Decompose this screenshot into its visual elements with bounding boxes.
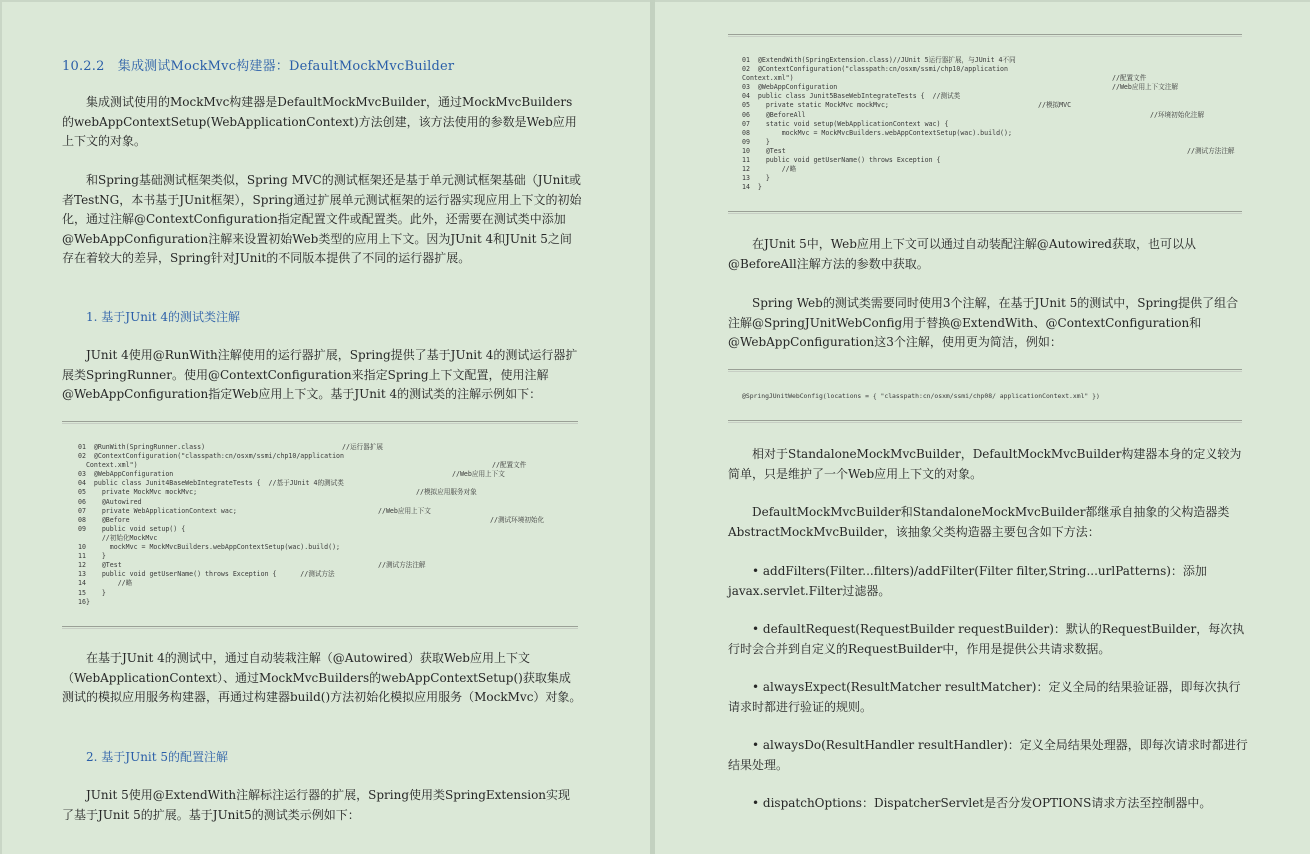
list-item: • alwaysExpect(ResultMatcher resultMatcher)：定义全局的结果验证器，即每次执行请求时都进行验证的规则。 (728, 680, 1241, 714)
code-text: 07 static void setup(WebApplicationContext wac) { (742, 119, 949, 128)
code-line (78, 589, 588, 598)
paragraph: 相对于StandaloneMockMvcBuilder，DefaultMockMvcBuilder构建器本身的定义较为简单，只是维护了一个Web应用上下文的对象。 (728, 447, 1242, 481)
code-text: 04 public class Junit4BaseWebIntegrateTests { //基于JUnit 4的测试类 (78, 479, 344, 488)
code-text: 04 public class Junit5BaseWebIntegrateTests { //测试类 (742, 92, 961, 101)
list-item: • dispatchOptions：DispatcherServlet是否分发OPTIONS请求方法至控制器中。 (752, 796, 1212, 810)
code-line (742, 129, 1257, 138)
code-line (78, 561, 588, 570)
code-comment: //Web应用上下文注解 (1112, 83, 1179, 92)
code-comment: //测试方法注解 (378, 561, 426, 570)
code-comment: //模拟MVC (1038, 101, 1072, 110)
code-line (78, 543, 588, 552)
code-line (742, 74, 1257, 83)
code-text: 09 } (742, 137, 770, 146)
paragraph: JUnit 5使用@ExtendWith注解标注运行器的扩展，Spring使用类SpringExtension实现了基于JUnit 5的扩展。基于JUnit5的测试类示例如下： (62, 788, 571, 822)
code-text: 16} (78, 597, 90, 606)
code-line (742, 174, 1257, 183)
code-text: 14 //略 (78, 579, 133, 588)
code-line (742, 165, 1257, 174)
code-line (78, 488, 588, 497)
code-text: 07 private WebApplicationContext wac; (78, 506, 237, 515)
code-text: 05 private static MockMvc mockMvc; (742, 101, 889, 110)
code-line (742, 65, 1257, 74)
code-text: 06 @BeforeAll (742, 110, 806, 119)
code-text: 12 @Test (78, 561, 122, 570)
code-line (78, 525, 588, 534)
code-text: 10 @Test (742, 146, 786, 155)
code-text: 02 @ContextConfiguration("classpath:cn/osxm/ssmi/chp10/application (742, 65, 1008, 74)
code-text: 11 } (78, 552, 106, 561)
code-comment: //测试环境初始化 (490, 515, 545, 524)
left-page (2, 2, 650, 854)
paragraph: 在JUnit 5中，Web应用上下文可以通过自动装配注解@Autowired获取，也可以从@BeforeAll注解方法的参数中获取。 (728, 237, 1196, 271)
code-listing (742, 56, 1257, 192)
code-top-rule (62, 421, 578, 422)
code-line (742, 120, 1257, 129)
code-line (742, 156, 1257, 165)
paragraph: DefaultMockMvcBuilder和StandaloneMockMvcBuilder都继承自抽象的父构造器类AbstractMockMvcBuilder，该抽象父类构造器主要包含如下方法： (728, 505, 1230, 539)
code-line (742, 138, 1257, 147)
code-text: 12 //略 (742, 165, 797, 174)
code-line (742, 147, 1257, 156)
paragraph: 集成测试使用的MockMvc构建器是DefaultMockMvcBuilder，通过MockMvcBuilders的webAppContextSetup(WebApplicationContext)方法创建，该方法使用的参数是Web应用上下文的对象。 (62, 95, 577, 149)
code-text: Context.xml") (742, 74, 794, 83)
code-text: 03 @WebAppConfiguration (742, 83, 838, 92)
list-item: • defaultRequest(RequestBuilder requestBuilder)：默认的RequestBuilder，每次执行时会合并到自定义的RequestBuilder中，作用是提供公共请求数据。 (728, 622, 1245, 656)
code-line (78, 498, 588, 507)
code-top-rule (728, 34, 1242, 35)
code-comment: //Web应用上下文 (452, 470, 505, 479)
code-listing (78, 443, 588, 607)
code-top-rule (728, 369, 1242, 370)
code-text: 01 @RunWith(SpringRunner.class) (78, 443, 206, 451)
code-text: 01 @ExtendWith(SpringExtension.class)//JUnit 5运行器扩展，与JUnit 4不同 (742, 56, 1016, 64)
code-comment: //环境初始化注解 (1150, 110, 1205, 119)
code-comment: //模拟应用服务对象 (416, 488, 477, 497)
section-heading: 10.2.2 集成测试MockMvc构建器：DefaultMockMvcBuilder (62, 59, 455, 74)
list-item: • alwaysDo(ResultHandler resultHandler)：定义全局结果处理器，即每次请求时都进行结果处理。 (728, 738, 1248, 772)
code-text: 08 @Before (78, 515, 130, 524)
code-comment: //测试方法注解 (1187, 146, 1235, 155)
code-line (78, 452, 588, 461)
paragraph: 在基于JUnit 4的测试中，通过自动装栽注解（@Autowired）获取Web应用上下文（WebApplicationContext）、通过MockMvcBuilders的webAppContextSetup()获取集成测试的模拟应用服务构建器，再通过构建器build()方法初始化模拟应用服务（MockMvc）对象。 (62, 651, 582, 705)
code-line (78, 552, 588, 561)
code-line (78, 470, 588, 479)
code-line (78, 443, 588, 452)
code-text: 11 public void getUserName() throws Exception { (742, 156, 941, 165)
code-comment: //配置文件 (1112, 74, 1147, 83)
code-line (78, 516, 588, 525)
code-line (78, 579, 588, 588)
code-text: 02 @ContextConfiguration("classpath:cn/osxm/ssmi/chp10/application (78, 452, 344, 461)
code-line (742, 183, 1257, 192)
right-page (655, 2, 1310, 854)
code-comment: //运行器扩展 (342, 443, 383, 451)
paragraph: JUnit 4使用@RunWith注解使用的运行器扩展，Spring提供了基于JUnit 4的测试运行器扩展类SpringRunner。使用@ContextConfiguration来指定Spring上下文配置，使用注解@WebAppConfiguration指定Web应用上下文。基于JUnit 4的测试类的注解示例如下： (62, 348, 578, 402)
code-text: 10 mockMvc = MockMvcBuilders.webAppContextSetup(wac).build(); (78, 543, 341, 552)
code-line (742, 92, 1257, 101)
code-line (78, 461, 588, 470)
code-text: 13 public void getUserName() throws Exception { //测试方法 (78, 570, 335, 579)
paragraph: 和Spring基础测试框架类似，Spring MVC的测试框架还是基于单元测试框架基础（JUnit或者TestNG，本书基于JUnit框架），Spring通过扩展单元测试框架的运行器实现应用上下文的初始化，通过注解@ContextConfiguration指定配置文件或配置类。此外，还需要在测试类中添加@WebAppConfiguration注解来设置初始Web类型的应用上下文。因为JUnit 4和JUnit 5之间存在着较大的差异，Spring针对JUnit的不同版本提供了不同的运行器扩展。 (62, 173, 582, 266)
code-line (78, 507, 588, 516)
code-text: Context.xml") (78, 461, 138, 470)
code-text: 15 } (78, 588, 106, 597)
code-line (78, 598, 588, 607)
subsection-heading: 2. 基于JUnit 5的配置注解 (86, 750, 229, 764)
code-line (78, 570, 588, 579)
code-bottom-rule (62, 626, 578, 627)
code-text: 13 } (742, 174, 770, 183)
subsection-heading: 1. 基于JUnit 4的测试类注解 (86, 310, 241, 324)
paragraph: Spring Web的测试类需要同时使用3个注解，在基于JUnit 5的测试中，Spring提供了组合注解@SpringJUnitWebConfig用于替换@ExtendWith、@ContextConfiguration和@WebAppConfiguration这3个注解，使用更为简洁，例如： (728, 296, 1239, 350)
code-line (78, 479, 588, 488)
code-line (742, 56, 1257, 65)
code-text: 14 } (742, 183, 762, 192)
code-line (742, 101, 1257, 110)
code-text: 05 private MockMvc mockMvc; (78, 488, 198, 497)
code-snippet: @SpringJUnitWebConfig(locations = { "classpath:cn/osxm/ssmi/chp08/ applicationContext.xml" }) (742, 392, 1100, 400)
code-line (742, 111, 1257, 120)
code-text: 03 @WebAppConfiguration (78, 470, 174, 479)
code-line (742, 83, 1257, 92)
code-bottom-rule (728, 211, 1242, 212)
code-text: //初始化MockMvc (78, 533, 158, 542)
code-bottom-rule (728, 420, 1242, 421)
code-comment: //Web应用上下文 (378, 506, 431, 515)
code-text: 09 public void setup() { (78, 524, 186, 533)
list-item: • addFilters(Filter...filters)/addFilter(Filter filter,String...urlPatterns)：添加javax.servlet.Filter过滤器。 (728, 564, 1207, 598)
code-text: 06 @Autowired (78, 497, 142, 506)
code-line (78, 534, 588, 543)
code-text: 08 mockMvc = MockMvcBuilders.webAppContextSetup(wac).build(); (742, 128, 1012, 137)
code-comment: //配置文件 (492, 461, 527, 470)
